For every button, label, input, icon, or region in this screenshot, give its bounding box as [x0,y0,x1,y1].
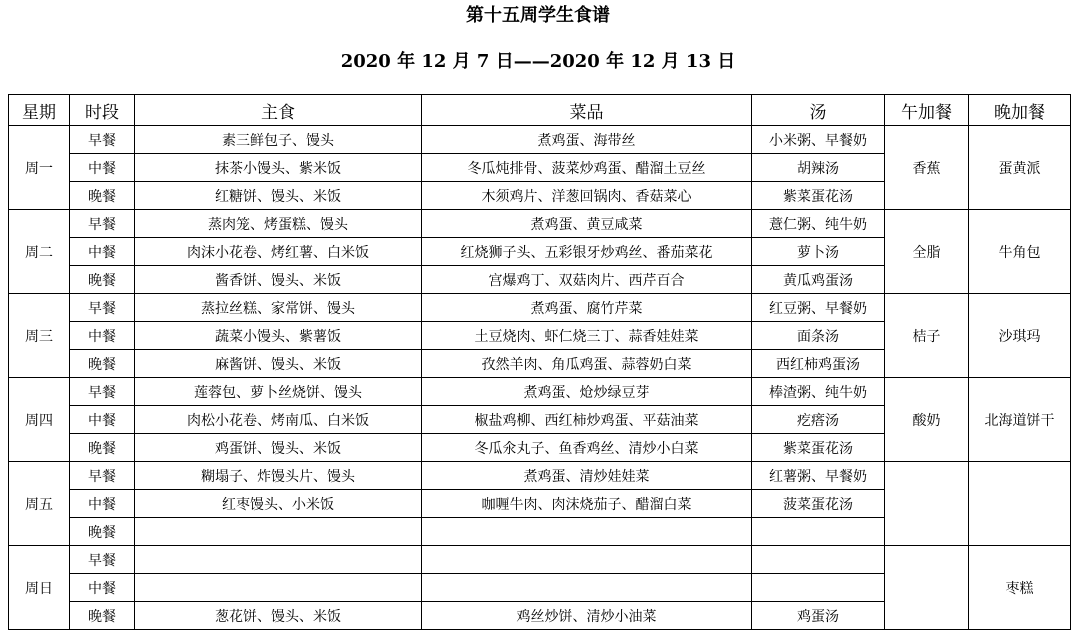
header-evening-snack: 晚加餐 [969,95,1071,126]
period-cell: 早餐 [70,378,135,406]
period-cell: 中餐 [70,490,135,518]
noon-snack-cell: 香蕉 [885,126,969,210]
staple-cell: 莲蓉包、萝卜丝烧饼、馒头 [135,378,422,406]
header-row [9,95,1071,126]
dishes-cell: 宫爆鸡丁、双菇肉片、西芹百合 [422,266,752,294]
period-cell: 晚餐 [70,350,135,378]
noon-snack-cell: 酸奶 [885,378,969,462]
staple-cell [135,518,422,546]
soup-cell: 紫菜蛋花汤 [752,434,885,462]
dishes-cell: 煮鸡蛋、腐竹芹菜 [422,294,752,322]
soup-cell: 小米粥、早餐奶 [752,126,885,154]
staple-cell: 肉沫小花卷、烤红薯、白米饭 [135,238,422,266]
date-range: 2020 年 12 月 7 日——2020 年 12 月 13 日 [340,51,736,72]
staple-cell: 鸡蛋饼、馒头、米饭 [135,434,422,462]
table-row [9,462,1071,490]
dishes-cell: 冬瓜炖排骨、菠菜炒鸡蛋、醋溜土豆丝 [422,154,752,182]
table-row [9,378,1071,406]
day-cell: 周日 [9,546,70,630]
period-cell: 早餐 [70,210,135,238]
soup-cell: 红薯粥、早餐奶 [752,462,885,490]
period-cell: 晚餐 [70,182,135,210]
staple-cell: 蒸拉丝糕、家常饼、馒头 [135,294,422,322]
soup-cell: 鸡蛋汤 [752,602,885,630]
staple-cell: 蔬菜小馒头、紫薯饭 [135,322,422,350]
soup-cell [752,546,885,574]
menu-table [8,94,1071,630]
table-row [9,546,1071,574]
header-day: 星期 [9,95,70,126]
soup-cell [752,518,885,546]
staple-cell: 麻酱饼、馒头、米饭 [135,350,422,378]
staple-cell [135,574,422,602]
table-row [9,210,1071,238]
period-cell: 早餐 [70,294,135,322]
dishes-cell: 煮鸡蛋、炝炒绿豆芽 [422,378,752,406]
evening-snack-cell: 蛋黄派 [969,126,1071,210]
header-soup: 汤 [752,95,885,126]
staple-cell: 红枣馒头、小米饭 [135,490,422,518]
soup-cell: 红豆粥、早餐奶 [752,294,885,322]
period-cell: 晚餐 [70,602,135,630]
dishes-cell [422,574,752,602]
period-cell: 晚餐 [70,266,135,294]
dishes-cell: 椒盐鸡柳、西红柿炒鸡蛋、平菇油菜 [422,406,752,434]
dishes-cell: 冬瓜氽丸子、鱼香鸡丝、清炒小白菜 [422,434,752,462]
staple-cell: 糊塌子、炸馒头片、馒头 [135,462,422,490]
noon-snack-cell: 桔子 [885,294,969,378]
dishes-cell [422,546,752,574]
dishes-cell: 鸡丝炒饼、清炒小油菜 [422,602,752,630]
evening-snack-cell: 牛角包 [969,210,1071,294]
soup-cell: 薏仁粥、纯牛奶 [752,210,885,238]
staple-cell: 肉松小花卷、烤南瓜、白米饭 [135,406,422,434]
staple-cell [135,546,422,574]
day-cell: 周三 [9,294,70,378]
soup-cell: 胡辣汤 [752,154,885,182]
staple-cell: 酱香饼、馒头、米饭 [135,266,422,294]
day-cell: 周二 [9,210,70,294]
evening-snack-cell: 北海道饼干 [969,378,1071,462]
soup-cell: 棒渣粥、纯牛奶 [752,378,885,406]
soup-cell: 黄瓜鸡蛋汤 [752,266,885,294]
staple-cell: 蒸肉笼、烤蛋糕、馒头 [135,210,422,238]
noon-snack-cell: 全脂 [885,210,969,294]
header-period: 时段 [70,95,135,126]
day-cell: 周四 [9,378,70,462]
header-staple: 主食 [135,95,422,126]
dishes-cell: 孜然羊肉、角瓜鸡蛋、蒜蓉奶白菜 [422,350,752,378]
soup-cell: 紫菜蛋花汤 [752,182,885,210]
soup-cell: 疙瘩汤 [752,406,885,434]
period-cell: 中餐 [70,238,135,266]
table-row [9,126,1071,154]
day-cell: 周一 [9,126,70,210]
noon-snack-cell [885,546,969,630]
soup-cell: 菠菜蛋花汤 [752,490,885,518]
period-cell: 早餐 [70,126,135,154]
dishes-cell: 木须鸡片、洋葱回锅肉、香菇菜心 [422,182,752,210]
period-cell: 中餐 [70,154,135,182]
soup-cell [752,574,885,602]
staple-cell: 葱花饼、馒头、米饭 [135,602,422,630]
dishes-cell: 煮鸡蛋、清炒娃娃菜 [422,462,752,490]
period-cell: 早餐 [70,546,135,574]
soup-cell: 西红柿鸡蛋汤 [752,350,885,378]
period-cell: 早餐 [70,462,135,490]
page-title: 第十五周学生食谱 [466,5,610,26]
period-cell: 中餐 [70,406,135,434]
dishes-cell: 煮鸡蛋、海带丝 [422,126,752,154]
evening-snack-cell: 沙琪玛 [969,294,1071,378]
soup-cell: 面条汤 [752,322,885,350]
staple-cell: 素三鲜包子、馒头 [135,126,422,154]
dishes-cell: 土豆烧肉、虾仁烧三丁、蒜香娃娃菜 [422,322,752,350]
evening-snack-cell [969,462,1071,546]
evening-snack-cell: 枣糕 [969,546,1071,630]
staple-cell: 抹茶小馒头、紫米饭 [135,154,422,182]
dishes-cell: 煮鸡蛋、黄豆咸菜 [422,210,752,238]
soup-cell: 萝卜汤 [752,238,885,266]
dishes-cell: 咖喱牛肉、肉沫烧茄子、醋溜白菜 [422,490,752,518]
dishes-cell: 红烧狮子头、五彩银牙炒鸡丝、番茄菜花 [422,238,752,266]
header-dishes: 菜品 [422,95,752,126]
header-noon-snack: 午加餐 [885,95,969,126]
period-cell: 中餐 [70,322,135,350]
period-cell: 晚餐 [70,434,135,462]
table-row [9,294,1071,322]
period-cell: 中餐 [70,574,135,602]
staple-cell: 红糖饼、馒头、米饭 [135,182,422,210]
dishes-cell [422,518,752,546]
day-cell: 周五 [9,462,70,546]
period-cell: 晚餐 [70,518,135,546]
noon-snack-cell [885,462,969,546]
